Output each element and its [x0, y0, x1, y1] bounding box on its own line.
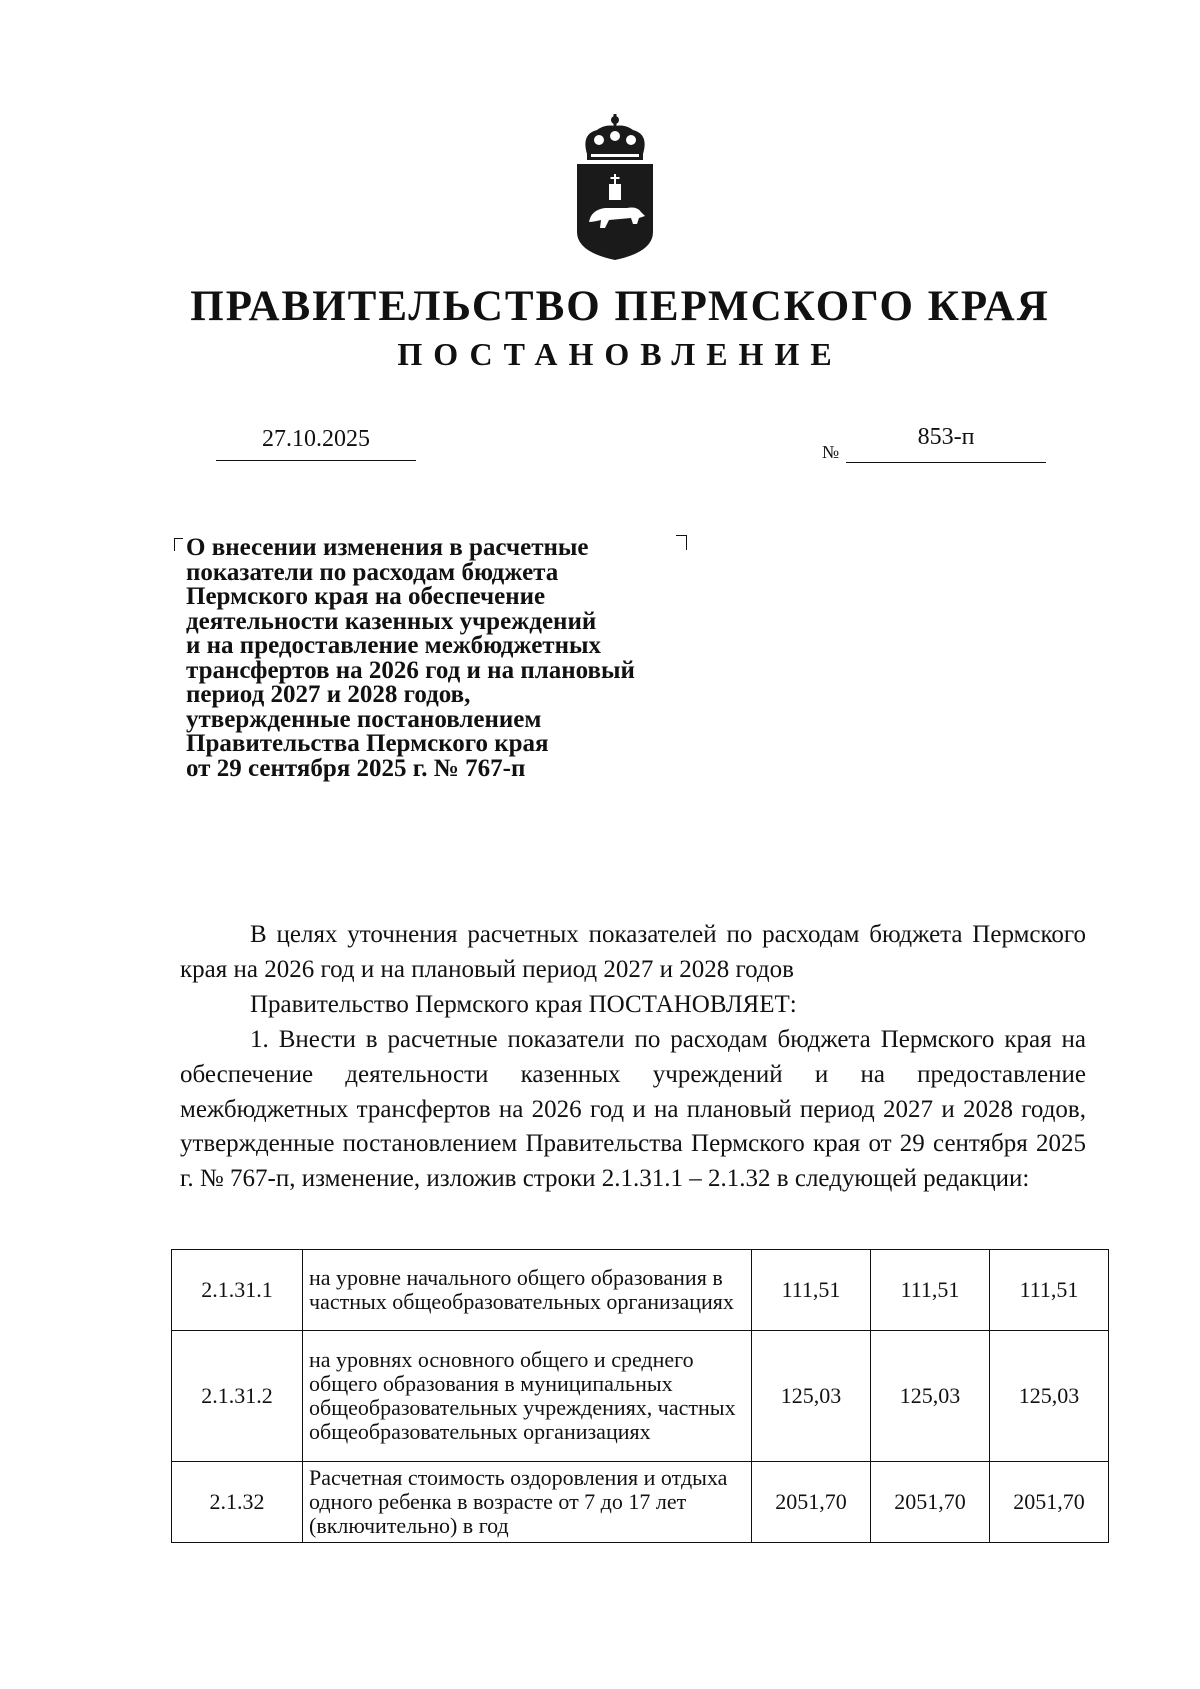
table-row	[172, 1250, 1109, 1331]
document-heading	[186, 536, 706, 781]
row-description: Расчетная стоимость оздоровления и отдыха одного ребенка в возрасте от 7 до 17 лет (включительно) в год	[303, 1462, 752, 1543]
clause-1-paragraph: 1. Внести в расчетные показатели по расходам бюджета Пермского края на обеспечение деятельности казенных учреждений и на предоставление межбюджетных трансфертов на 2026 год и на плановый период 2027 и 2028 годов, утвержденные постановлением Правительства Пермского края от 29 сентября 2025 г. № 767-п, изменение, изложив строки 2.1.31.1 – 2.1.32 в следующей редакции:	[180, 1026, 1086, 1193]
date-underline	[216, 460, 416, 461]
preamble-paragraph: В целях уточнения расчетных показателей по расходам бюджета Пермского края на 2026 год и на плановый период 2027 и 2028 годов	[180, 921, 1086, 983]
document-number: 853-п	[917, 424, 975, 450]
indicators-table	[171, 1249, 1109, 1543]
number-sign: №	[822, 442, 840, 462]
row-code: 2.1.32	[172, 1462, 303, 1543]
value-2028: 2051,70	[990, 1462, 1109, 1543]
heading-line: деятельности казенных учреждений	[186, 607, 597, 635]
row-description: на уровнях основного общего и среднего общего образования в муниципальных общеобразовательных учреждениях, частных общеобразовательных организациях	[303, 1331, 752, 1462]
heading-corner-left	[174, 538, 183, 551]
row-code: 2.1.31.2	[172, 1331, 303, 1462]
table-row	[172, 1462, 1109, 1543]
value-2028: 111,51	[990, 1250, 1109, 1331]
heading-line: от 29 сентября 2025 г. № 767-п	[186, 754, 526, 782]
value-2027: 2051,70	[871, 1462, 990, 1543]
heading-line: показатели по расходам бюджета	[186, 558, 559, 586]
resolves-paragraph: Правительство Пермского края ПОСТАНОВЛЯЕТ:	[250, 991, 797, 1018]
value-2027: 111,51	[871, 1250, 990, 1331]
heading-line: утвержденные постановлением	[186, 705, 542, 733]
heading-line: Правительства Пермского края	[186, 730, 549, 757]
heading-line: период 2027 и 2028 годов,	[186, 681, 471, 708]
row-description: на уровне начального общего образования в частных общеобразовательных организациях	[303, 1250, 752, 1331]
government-title: ПРАВИТЕЛЬСТВО ПЕРМСКОГО КРАЯ	[190, 283, 1050, 330]
heading-line: и на предоставление межбюджетных	[186, 632, 602, 659]
value-2026: 2051,70	[752, 1462, 871, 1543]
document-date: 27.10.2025	[262, 426, 370, 452]
value-2027: 125,03	[871, 1331, 990, 1462]
document-type: ПОСТАНОВЛЕНИЕ	[397, 336, 843, 372]
heading-line: Пермского края на обеспечение	[186, 583, 546, 610]
heading-line: О внесении изменения в расчетные	[186, 534, 589, 561]
number-underline	[846, 462, 1046, 463]
value-2028: 125,03	[990, 1331, 1109, 1462]
table-row	[172, 1331, 1109, 1462]
row-code: 2.1.31.1	[172, 1250, 303, 1331]
heading-line: трансфертов на 2026 год и на плановый	[186, 656, 635, 684]
value-2026: 125,03	[752, 1331, 871, 1462]
coat-of-arms-icon	[565, 112, 665, 262]
value-2026: 111,51	[752, 1250, 871, 1331]
